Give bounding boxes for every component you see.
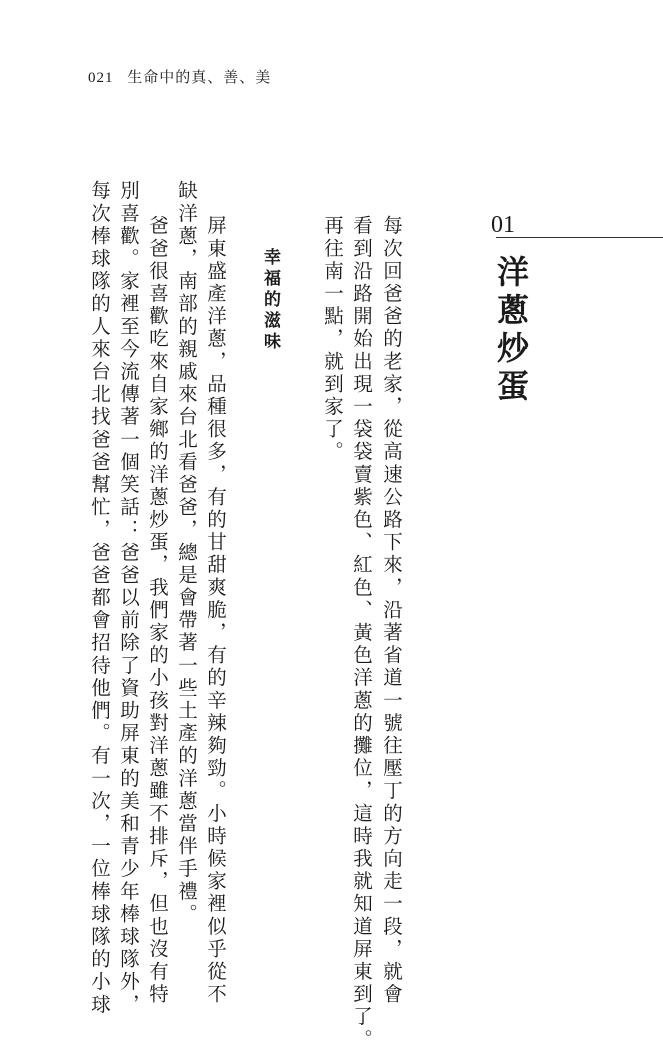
chapter-rule — [496, 237, 663, 238]
body-column-8: 每次棒球隊的人來台北找爸爸幫忙，爸爸都會招待他們。有一次，一位棒球隊的小球 — [88, 180, 111, 1017]
running-header — [88, 66, 271, 87]
body-column-6: 爸爸很喜歡吃來自家鄉的洋蔥炒蛋，我們家的小孩對洋蔥雖不排斥，但也沒有特 — [146, 215, 169, 1006]
body-column-4: 屏東盛產洋蔥，品種很多，有的甘甜爽脆，有的辛辣夠勁。小時候家裡似乎從不 — [204, 215, 227, 1006]
body-column-2: 看到沿路開始出現一袋袋賣紫色、紅色、黃色洋蔥的攤位，這時我就知道屏東到了。 — [350, 215, 373, 1051]
section-heading: 幸福的滋味 — [260, 248, 280, 353]
body-column-7: 別喜歡。家裡至今流傳著一個笑話：爸爸以前除了資助屏東的美和青少年棒球隊外， — [117, 180, 140, 1017]
chapter-title: 洋蔥炒蛋 — [492, 255, 530, 407]
body-column-3: 再往南一點，就到家了。 — [321, 215, 344, 464]
body-column-5: 缺洋蔥，南部的親戚來台北看爸爸，總是會帶著一些土產的洋蔥當伴手禮。 — [175, 180, 198, 926]
body-column-1: 每次回爸爸的老家，從高速公路下來，沿著省道一號往壓丁的方向走一段，就會 — [380, 215, 403, 1006]
page-number: 021 — [88, 70, 114, 86]
book-title: 生命中的真、善、美 — [127, 68, 272, 86]
chapter-number: 01 — [491, 212, 515, 238]
